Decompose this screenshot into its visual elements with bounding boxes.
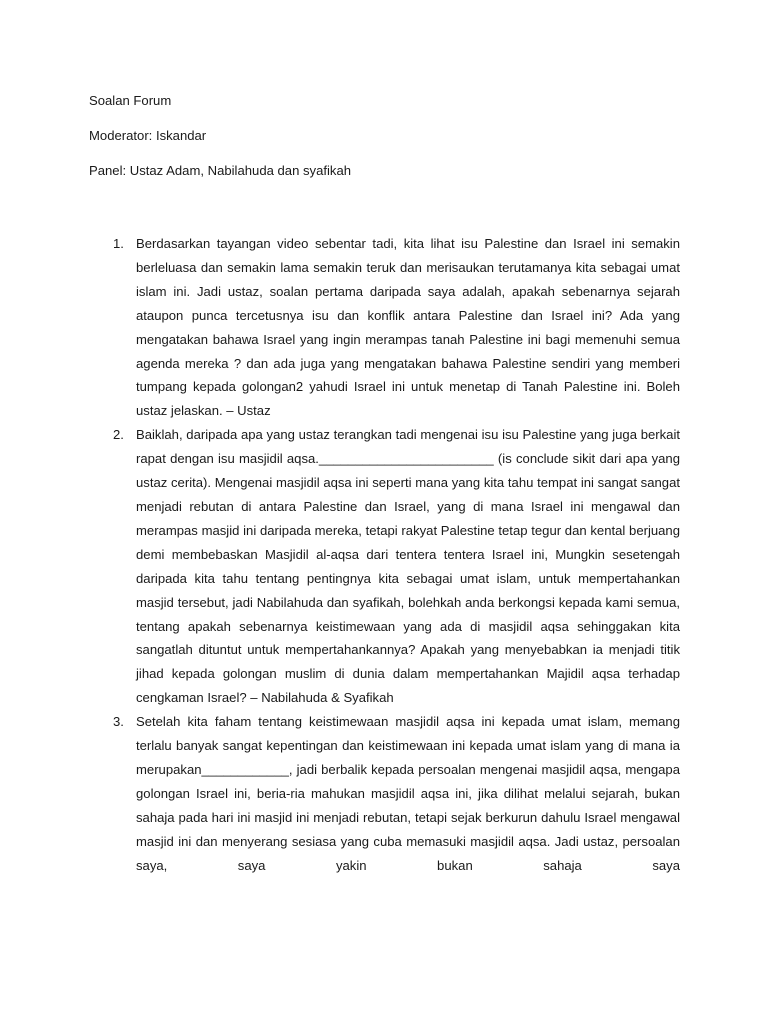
question-item [0,232,768,423]
moderator-line: Moderator: Iskandar [89,128,207,143]
document-title: Soalan Forum [89,93,172,108]
question-item [0,423,768,710]
question-text: Baiklah, daripada apa yang ustaz terangkan tadi mengenai isu isu Palestine yang juga berkait rapat dengan isu masjidil aqsa.________________________ (is conclude sikit dari apa yang ustaz cerita). Mengenai masjidil aqsa ini seperti mana yang kita tahu tempat ini sangat sangat menjadi rebutan di antara Palestine dan Israel, yang di mana Israel ini mengawal dan merampas masjid ini daripada mereka, tetapi rakyat Palestine tetap tegur dan kental berjuang demi membebaskan Masjidil al-aqsa dari tentera tentera Israel ini, Mungkin sesetengah daripada kita tahu tentang pentingnya kita sebagai umat islam, untuk mempertahankan masjid tersebut, jadi Nabilahuda dan syafikah, bolehkah anda berkongsi kepada kami semua, tentang apakah sebenarnya keistimewaan yang ada di masjidil aqsa sehinggakan kita sangatlah dituntut untuk mempertahankannya? Apakah yang menyebabkan ia menjadi titik jihad kepada golongan muslim di dunia dalam mempertahankan Majidil aqsa terhadap cengkaman Israel? – Nabilahuda & Syafikah [136,427,680,706]
question-list [0,232,768,877]
question-text: Berdasarkan tayangan video sebentar tadi, kita lihat isu Palestine dan Israel ini semakin berleluasa dan semakin lama semakin teruk dan merisaukan terutamanya kita sebagai umat islam ini. Jadi ustaz, soalan pertama daripada saya adalah, apakah sebenarnya sejarah ataupon punca tercetusnya isu dan konflik antara Palestine dan Israel ini? Ada yang mengatakan bahawa Israel yang ingin merampas tanah Palestine ini bagi memenuhi semua agenda mereka ? dan ada juga yang mengatakan bahawa Palestine sendiri yang memberi tumpang kepada golongan2 yahudi Israel ini untuk menetap di Tanah Palestine ini. Boleh ustaz jelaskan. – Ustaz [136,236,680,419]
question-number: 3. [113,714,124,730]
question-item [0,710,768,877]
question-number: 1. [113,236,124,251]
question-number: 2. [113,427,124,443]
panel-line: Panel: Ustaz Adam, Nabilahuda dan syafikah [89,163,352,178]
question-text: Setelah kita faham tentang keistimewaan masjidil aqsa ini kepada umat islam, memang terlalu banyak sangat kepentingan dan keistimewaan ini kepada umat islam yang di mana ia merupakan____________, jadi berbalik kepada persoalan mengenai masjidil aqsa, mengapa golongan Israel ini, beria-ria mahukan masjidil aqsa ini, jika dilihat melalui sejarah, bukan sahaja pada hari ini masjid ini menjadi rebutan, tetapi sejak berkurun dahulu Israel mengawal masjid ini dan menyerang sesiasa yang cuba memasuki masjidil aqsa. Jadi ustaz, persoalan saya, saya yakin bukan sahaja saya [136,714,680,873]
